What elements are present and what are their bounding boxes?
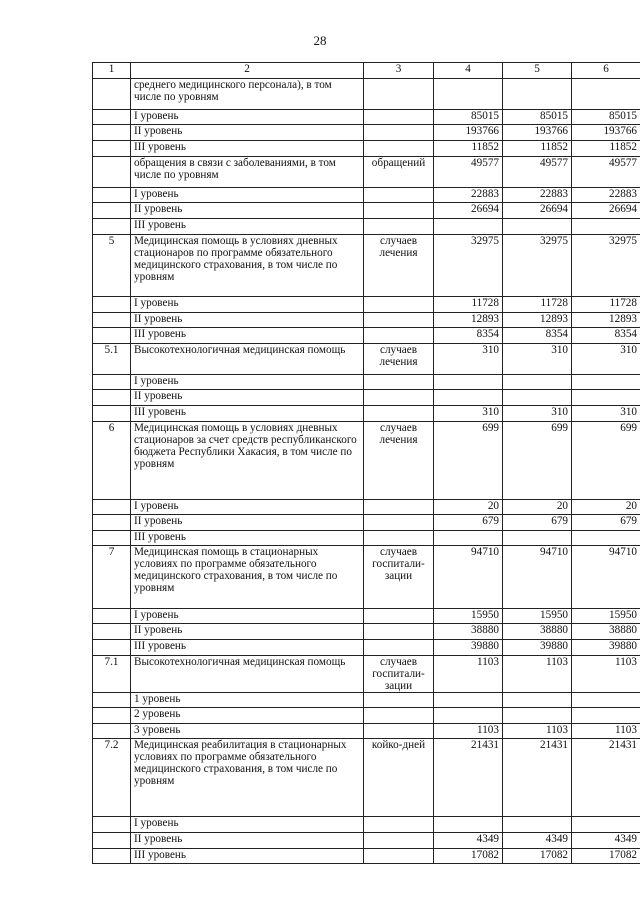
row-value-col5: 310	[503, 406, 572, 422]
row-value-col6: 22883	[572, 187, 640, 203]
row-value-col5: 20	[503, 499, 572, 515]
row-value-col5	[503, 218, 572, 234]
row-value-col4: 11852	[434, 140, 503, 156]
row-unit	[364, 109, 434, 125]
row-name: II уровень	[131, 624, 364, 640]
row-value-col4: 85015	[434, 109, 503, 125]
row-name: 1 уровень	[131, 692, 364, 708]
row-value-col4: 679	[434, 515, 503, 531]
row-number: 5.1	[93, 343, 131, 374]
row-unit	[364, 515, 434, 531]
row-name: 3 уровень	[131, 723, 364, 739]
row-value-col6: 21431	[572, 739, 640, 817]
row-value-col4: 21431	[434, 739, 503, 817]
table-row	[93, 390, 640, 406]
row-name: II уровень	[131, 833, 364, 849]
row-name: I уровень	[131, 296, 364, 312]
header-col-2: 2	[131, 63, 364, 79]
row-name: III уровень	[131, 328, 364, 344]
table-row	[93, 692, 640, 708]
row-value-col6: 699	[572, 421, 640, 499]
row-value-col5: 17082	[503, 848, 572, 864]
table-row	[93, 546, 640, 608]
row-value-col6	[572, 817, 640, 833]
row-value-col5: 193766	[503, 125, 572, 141]
table-row	[93, 374, 640, 390]
table-row	[93, 78, 640, 109]
row-number	[93, 187, 131, 203]
row-number	[93, 640, 131, 656]
row-value-col6: 49577	[572, 156, 640, 187]
table-row	[93, 723, 640, 739]
row-name: I уровень	[131, 187, 364, 203]
row-value-col4: 32975	[434, 234, 503, 296]
header-col-3: 3	[364, 63, 434, 79]
row-unit: случаев лечения	[364, 343, 434, 374]
row-name: III уровень	[131, 140, 364, 156]
row-number	[93, 515, 131, 531]
row-number	[93, 328, 131, 344]
row-value-col4	[434, 374, 503, 390]
table-row	[93, 218, 640, 234]
row-unit	[364, 312, 434, 328]
row-number	[93, 833, 131, 849]
row-value-col6: 17082	[572, 848, 640, 864]
table-row	[93, 708, 640, 724]
table-row	[93, 515, 640, 531]
row-unit: обращений	[364, 156, 434, 187]
page-number: 28	[313, 33, 327, 48]
row-value-col5: 26694	[503, 203, 572, 219]
row-value-col4: 699	[434, 421, 503, 499]
table-row	[93, 296, 640, 312]
row-value-col6	[572, 708, 640, 724]
table-row	[93, 848, 640, 864]
table-row	[93, 655, 640, 692]
row-unit	[364, 692, 434, 708]
row-unit: койко-дней	[364, 739, 434, 817]
row-unit	[364, 187, 434, 203]
row-name: Медицинская помощь в стационарных условиях по программе обязательного медицинского страхования, в том числе по уровням	[131, 546, 364, 608]
row-name: I уровень	[131, 608, 364, 624]
row-value-col4: 26694	[434, 203, 503, 219]
row-number	[93, 374, 131, 390]
row-value-col6: 1103	[572, 723, 640, 739]
row-value-col4: 12893	[434, 312, 503, 328]
row-number	[93, 692, 131, 708]
row-value-col5: 4349	[503, 833, 572, 849]
row-number	[93, 723, 131, 739]
row-value-col5	[503, 374, 572, 390]
row-value-col5: 699	[503, 421, 572, 499]
row-number	[93, 109, 131, 125]
row-value-col5: 49577	[503, 156, 572, 187]
row-value-col4: 310	[434, 343, 503, 374]
row-number	[93, 608, 131, 624]
table-row	[93, 125, 640, 141]
row-value-col5: 15950	[503, 608, 572, 624]
row-value-col6: 26694	[572, 203, 640, 219]
row-number: 6	[93, 421, 131, 499]
row-number	[93, 203, 131, 219]
row-name: Высокотехнологичная медицинская помощь	[131, 655, 364, 692]
header-col-5: 5	[503, 63, 572, 79]
table-row	[93, 187, 640, 203]
row-name: I уровень	[131, 109, 364, 125]
row-value-col4	[434, 530, 503, 546]
indicators-table	[92, 62, 640, 864]
row-number	[93, 817, 131, 833]
row-number	[93, 312, 131, 328]
row-value-col5: 39880	[503, 640, 572, 656]
row-unit: случаев госпитали-зации	[364, 546, 434, 608]
row-value-col6	[572, 374, 640, 390]
row-number	[93, 156, 131, 187]
row-value-col5	[503, 390, 572, 406]
row-unit: случаев лечения	[364, 421, 434, 499]
table-row	[93, 739, 640, 817]
header-col-6: 6	[572, 63, 640, 79]
row-unit	[364, 640, 434, 656]
table-row	[93, 156, 640, 187]
table-row	[93, 203, 640, 219]
row-unit	[364, 328, 434, 344]
row-unit	[364, 530, 434, 546]
row-value-col5: 11728	[503, 296, 572, 312]
row-value-col5	[503, 530, 572, 546]
row-number	[93, 140, 131, 156]
row-name: III уровень	[131, 218, 364, 234]
row-number	[93, 125, 131, 141]
row-value-col6: 193766	[572, 125, 640, 141]
row-name: III уровень	[131, 406, 364, 422]
row-unit	[364, 406, 434, 422]
row-number	[93, 530, 131, 546]
row-value-col4: 22883	[434, 187, 503, 203]
row-value-col5: 1103	[503, 723, 572, 739]
table-row	[93, 109, 640, 125]
row-name: II уровень	[131, 390, 364, 406]
table-row	[93, 608, 640, 624]
row-unit	[364, 817, 434, 833]
row-name: Медицинская помощь в условиях дневных стационаров за счет средств республиканского бюджета Республики Хакасия, в том числе по уровням	[131, 421, 364, 499]
row-value-col4	[434, 708, 503, 724]
row-value-col6: 8354	[572, 328, 640, 344]
row-name: II уровень	[131, 515, 364, 531]
row-value-col6: 310	[572, 406, 640, 422]
header-col-4: 4	[434, 63, 503, 79]
row-value-col6	[572, 390, 640, 406]
row-name: среднего медицинского персонала), в том числе по уровням	[131, 78, 364, 109]
row-value-col4: 1103	[434, 723, 503, 739]
row-name: обращения в связи с заболеваниями, в том числе по уровням	[131, 156, 364, 187]
row-value-col5: 22883	[503, 187, 572, 203]
row-name: II уровень	[131, 312, 364, 328]
row-value-col6: 679	[572, 515, 640, 531]
row-number	[93, 218, 131, 234]
table-row	[93, 640, 640, 656]
table-row	[93, 406, 640, 422]
row-unit	[364, 624, 434, 640]
row-value-col4	[434, 817, 503, 833]
row-value-col6: 1103	[572, 655, 640, 692]
row-value-col6	[572, 218, 640, 234]
row-value-col4: 94710	[434, 546, 503, 608]
row-value-col4: 38880	[434, 624, 503, 640]
row-value-col6: 32975	[572, 234, 640, 296]
row-value-col5: 32975	[503, 234, 572, 296]
row-name: Медицинская помощь в условиях дневных стационаров по программе обязательного медицинского страхования, в том числе по уровням	[131, 234, 364, 296]
row-value-col6: 11852	[572, 140, 640, 156]
row-name: I уровень	[131, 374, 364, 390]
row-value-col4: 11728	[434, 296, 503, 312]
row-number: 7.2	[93, 739, 131, 817]
row-value-col4: 4349	[434, 833, 503, 849]
row-name: II уровень	[131, 125, 364, 141]
row-value-col6: 85015	[572, 109, 640, 125]
row-number	[93, 848, 131, 864]
row-value-col5: 85015	[503, 109, 572, 125]
row-value-col4	[434, 218, 503, 234]
table-row	[93, 328, 640, 344]
table-row	[93, 343, 640, 374]
row-value-col5: 1103	[503, 655, 572, 692]
row-value-col6: 38880	[572, 624, 640, 640]
row-name: III уровень	[131, 640, 364, 656]
row-value-col5	[503, 817, 572, 833]
table-row	[93, 833, 640, 849]
row-value-col6: 4349	[572, 833, 640, 849]
row-number	[93, 624, 131, 640]
row-value-col5: 679	[503, 515, 572, 531]
row-value-col4: 20	[434, 499, 503, 515]
row-value-col5	[503, 692, 572, 708]
row-unit	[364, 723, 434, 739]
table-row	[93, 312, 640, 328]
row-number	[93, 499, 131, 515]
row-value-col6: 310	[572, 343, 640, 374]
header-col-1: 1	[93, 63, 131, 79]
row-unit	[364, 78, 434, 109]
row-unit	[364, 125, 434, 141]
row-unit	[364, 390, 434, 406]
table-row	[93, 817, 640, 833]
row-value-col5: 38880	[503, 624, 572, 640]
row-value-col6	[572, 692, 640, 708]
row-value-col6: 20	[572, 499, 640, 515]
row-value-col6	[572, 78, 640, 109]
row-value-col6: 15950	[572, 608, 640, 624]
row-value-col5: 11852	[503, 140, 572, 156]
table-row	[93, 624, 640, 640]
row-value-col4: 49577	[434, 156, 503, 187]
row-value-col5: 21431	[503, 739, 572, 817]
row-value-col5: 310	[503, 343, 572, 374]
table-row	[93, 530, 640, 546]
row-value-col4: 310	[434, 406, 503, 422]
row-value-col4	[434, 78, 503, 109]
row-number: 7.1	[93, 655, 131, 692]
row-number	[93, 390, 131, 406]
row-name: III уровень	[131, 848, 364, 864]
row-value-col6: 11728	[572, 296, 640, 312]
row-name: Высокотехнологичная медицинская помощь	[131, 343, 364, 374]
row-value-col4: 1103	[434, 655, 503, 692]
row-value-col4: 8354	[434, 328, 503, 344]
row-name: II уровень	[131, 203, 364, 219]
row-unit	[364, 140, 434, 156]
row-name: Медицинская реабилитация в стационарных условиях по программе обязательного медицинского страхования, в том числе по уровням	[131, 739, 364, 817]
row-value-col6	[572, 530, 640, 546]
row-unit	[364, 374, 434, 390]
row-name: I уровень	[131, 817, 364, 833]
row-value-col5: 12893	[503, 312, 572, 328]
row-value-col4: 39880	[434, 640, 503, 656]
row-unit: случаев госпитали-зации	[364, 655, 434, 692]
row-value-col4	[434, 692, 503, 708]
row-value-col4: 17082	[434, 848, 503, 864]
row-value-col5: 8354	[503, 328, 572, 344]
row-unit	[364, 833, 434, 849]
row-name: 2 уровень	[131, 708, 364, 724]
row-number: 7	[93, 546, 131, 608]
row-value-col6: 39880	[572, 640, 640, 656]
table-row	[93, 140, 640, 156]
row-unit	[364, 203, 434, 219]
row-number	[93, 406, 131, 422]
row-unit	[364, 848, 434, 864]
row-number	[93, 708, 131, 724]
row-number	[93, 296, 131, 312]
row-name: I уровень	[131, 499, 364, 515]
row-value-col6: 94710	[572, 546, 640, 608]
row-value-col4: 15950	[434, 608, 503, 624]
row-unit	[364, 499, 434, 515]
row-value-col5	[503, 78, 572, 109]
row-value-col5	[503, 708, 572, 724]
row-name: III уровень	[131, 530, 364, 546]
row-number	[93, 78, 131, 109]
row-value-col6: 12893	[572, 312, 640, 328]
row-unit	[364, 708, 434, 724]
row-unit	[364, 218, 434, 234]
row-unit	[364, 296, 434, 312]
table-header-row	[93, 63, 640, 79]
row-unit: случаев лечения	[364, 234, 434, 296]
row-number: 5	[93, 234, 131, 296]
row-value-col4	[434, 390, 503, 406]
row-unit	[364, 608, 434, 624]
table-row	[93, 421, 640, 499]
table-row	[93, 234, 640, 296]
row-value-col5: 94710	[503, 546, 572, 608]
table-row	[93, 499, 640, 515]
row-value-col4: 193766	[434, 125, 503, 141]
